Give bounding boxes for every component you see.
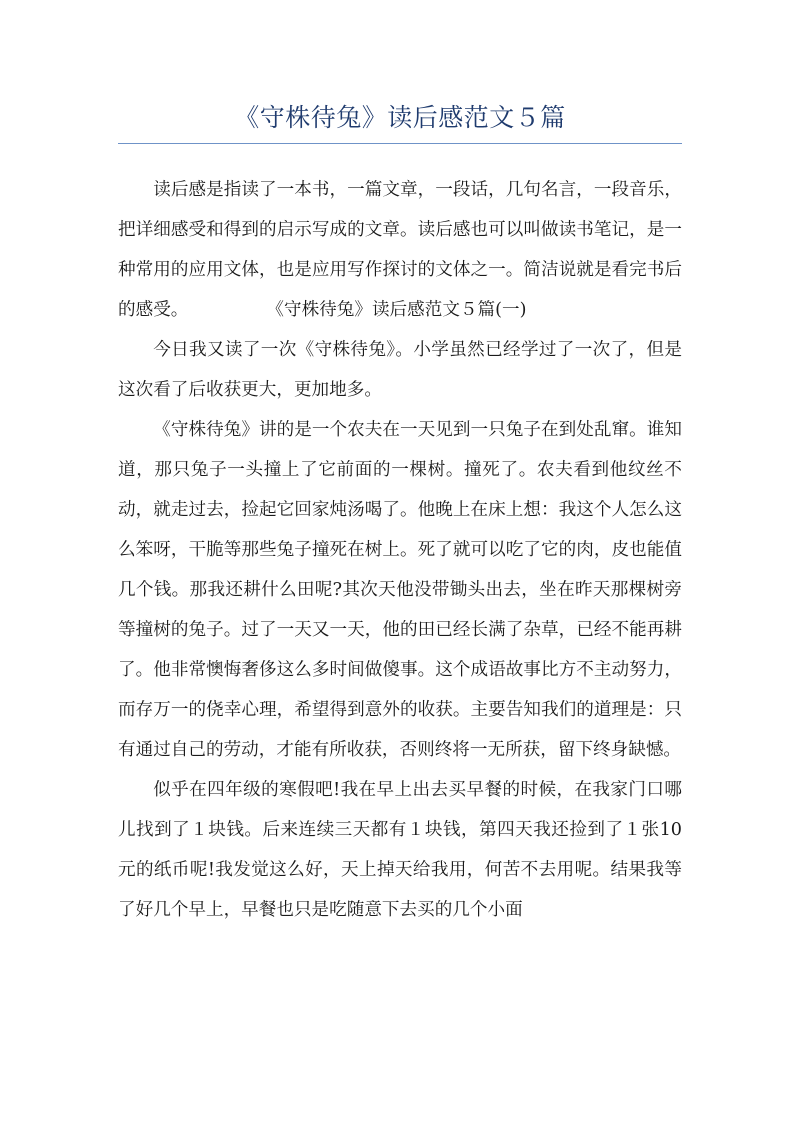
title-underline [118,143,682,144]
paragraph-2: 今日我又读了一次《守株待兔》。小学虽然已经学过了一次了，但是这次看了后收获更大，更加地多。 [118,340,682,400]
paragraph-3: 《守株待兔》讲的是一个农夫在一天见到一只兔子在到处乱窜。谁知道，那只兔子一头撞上了它前面的一棵树。撞死了。农夫看到他纹丝不动，就走过去，捡起它回家炖汤喝了。他晚上在床上想：我这个人怎么这么笨呀，干脆等那些兔子撞死在树上。死了就可以吃了它的肉，皮也能值几个钱。那我还耕什么田呢?其次天他没带锄头出去，坐在昨天那棵树旁等撞树的兔子。过了一天又一天，他的田已经长满了杂草，已经不能再耕了。他非常懊悔奢侈这么多时间做傻事。这个成语故事比方不主动努力，而存万一的侥幸心理，希望得到意外的收获。主要告知我们的道理是：只有通过自己的劳动，才能有所收获，否则终将一无所获，留下终身缺憾。 [118,420,682,760]
paragraph-intro-text: 读后感是指读了一本书，一篇文章，一段话，几句名言，一段音乐，把详细感受和得到的启示写成的文章。读后感也可以叫做读书笔记，是一种常用的应用文体，也是应用写作探讨的文体之一。简洁说就是看完书后的感受。 [118,180,682,320]
paragraph-4: 似乎在四年级的寒假吧!我在早上出去买早餐的时候，在我家门口哪儿找到了１块钱。后来连续三天都有１块钱，第四天我还捡到了１张10元的纸币呢!我发觉这么好，天上掉天给我用，何苦不去用呢。结果我等了好几个早上，早餐也只是吃随意下去买的几个小面 [118,780,682,920]
section-heading-1: 《守株待兔》读后感范文５篇(一) [266,300,527,320]
document-body [118,170,682,930]
document-title: 《守株待兔》读后感范文５篇 [234,103,566,132]
paragraph-intro [118,170,682,330]
